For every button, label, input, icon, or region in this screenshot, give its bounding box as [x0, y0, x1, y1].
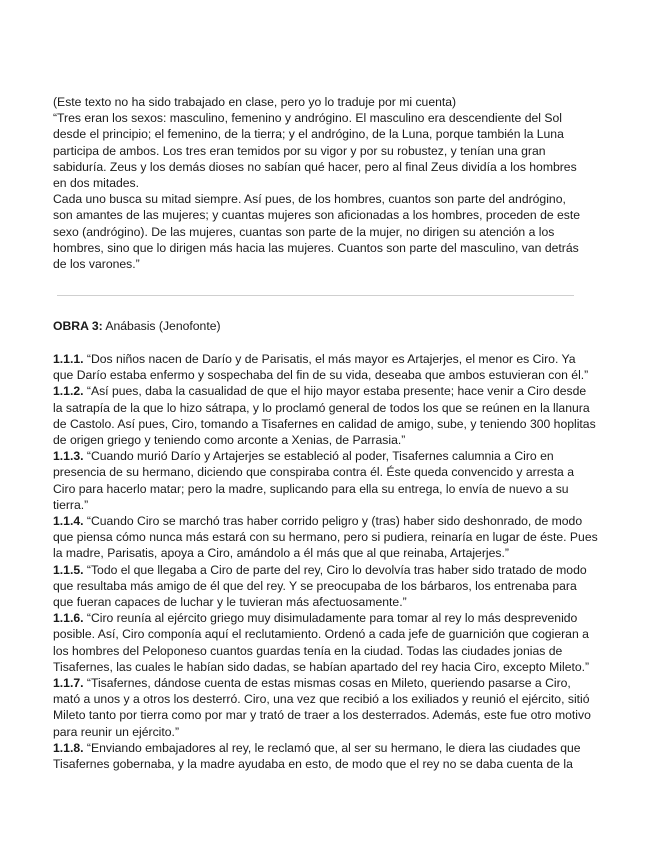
section-text: “Tisafernes, dándose cuenta de estas mismas cosas en Mileto, queriendo pasarse a Ciro, mató a unos y a otros los desterró. Ciro, una vez que recibió a los exiliados y reunió el ejército, sitió Mileto tanto por tierra como por mar y trató de traer a los desterrados. Además, este fue otro motivo para reunir un ejército.”	[53, 676, 591, 739]
obra-label: OBRA 3:	[53, 319, 103, 333]
intro-text	[53, 94, 588, 272]
section-text: “Dos niños nacen de Darío y de Parisatis, el más mayor es Artajerjes, el menor es Ciro. Ya que Darío estaba enfermo y sospechaba del fin de su vida, deseaba que ambos estuvieran con él.”	[53, 352, 589, 383]
section-paragraph	[53, 448, 598, 513]
section-paragraph	[53, 562, 598, 611]
section-paragraph	[53, 675, 598, 740]
section-number: 1.1.8.	[53, 740, 84, 755]
section-paragraph	[53, 383, 598, 448]
section-paragraph	[53, 513, 598, 562]
section-text: “Todo el que llegaba a Ciro de parte del rey, Ciro lo devolvía tras haber sido tratado de modo que resultaba más amigo de él que del rey. Y se preocupaba de los bárbaros, los entrenaba para que fueran capaces de luchar y le tuvieran más afectuosamente.”	[53, 562, 587, 610]
obra-title: Anábasis (Jenofonte)	[105, 319, 221, 333]
section-paragraph	[53, 610, 598, 675]
section-text: “Cuando murió Darío y Artajerjes se estableció al poder, Tisafernes calumnia a Ciro en presencia de su hermano, diciendo que conspiraba contra él. Éste queda convencido y arresta a Ciro para hacerlo matar; pero la madre, suplicando para ella su entrega, lo envía de nuevo a su tierra.”	[53, 449, 575, 512]
section-number: 1.1.7.	[53, 676, 84, 691]
section-number: 1.1.5.	[53, 562, 84, 577]
section-number: 1.1.6.	[53, 611, 84, 626]
section-text: “Ciro reunía al ejército griego muy disimuladamente para tomar al rey lo más desprevenido posible. Así, Ciro componía aquí el reclutamiento. Ordenó a cada jefe de guarnición que cogieran a los hombres del Peloponeso cuantos guardas tenía en la ciudad. Todas las ciudades jonias de Tisafernes, las cuales le habían sido dadas, se habían apartado del rey hacia Ciro, excepto Mileto.”	[53, 611, 590, 674]
section-text: “Cuando Ciro se marchó tras haber corrido peligro y (tras) haber sido deshonrado, de modo que piensa cómo nunca más estará con su hermano, pero si pudiera, reinaría en lugar de éste. Pues la madre, Parisatis, apoya a Ciro, amándolo a él más que al que reinaba, Artajerjes.”	[53, 514, 598, 561]
intro-paragraph: “Tres eran los sexos: masculino, femenino y andrógino. El masculino era descendiente del Sol desde el principio; el femenino, de la tierra; y el andrógino, de la Luna, porque también la Luna participa de ambos. Los tres eran temidos por su vigor y por su robustez, y tenían una gran sabiduría. Zeus y los demás dioses no sabían qué hacer, pero al final Zeus dividía a los hombres en dos mitades.	[53, 111, 577, 191]
horizontal-divider	[57, 295, 574, 296]
section-number: 1.1.3.	[53, 449, 84, 464]
section-number: 1.1.1.	[53, 352, 84, 366]
section-paragraph	[53, 351, 598, 383]
section-number: 1.1.2.	[53, 384, 84, 399]
intro-paragraph: Cada uno busca su mitad siempre. Así pues, de los hombres, cuantos son parte del andrógino, son amantes de las mujeres; y cuantas mujeres son aficionadas a los hombres, proceden de este sexo (andrógino). De las mujeres, cuantas son parte de la mujer, no dirigen su atención a los hombres, sino que lo dirigen más hacia las mujeres. Cuantos son parte del masculino, van detrás de los varones.”	[53, 192, 581, 272]
sections	[53, 351, 598, 772]
section-text: “Enviando embajadores al rey, le reclamó que, al ser su hermano, le diera las ciudades que Tisafernes gobernaba, y la madre ayudaba en esto, de modo que el rey no se daba cuenta de la	[53, 740, 581, 772]
section-paragraph	[53, 740, 598, 772]
obra-heading	[53, 318, 598, 334]
section-text: “Así pues, daba la casualidad de que el hijo mayor estaba presente; hace venir a Ciro desde la satrapía de la que lo hizo sátrapa, y lo proclamó general de todos los que se reúnen en la llanura de Castolo. Así pues, Ciro, tomando a Tisafernes en calidad de amigo, sube, y teniendo 300 hoplitas de origen griego y teniendo como arconte a Xenias, de Parrasia.”	[53, 384, 596, 448]
section-number: 1.1.4.	[53, 514, 84, 529]
intro-note: (Este texto no ha sido trabajado en clase, pero yo lo traduje por mi cuenta)	[53, 95, 457, 109]
